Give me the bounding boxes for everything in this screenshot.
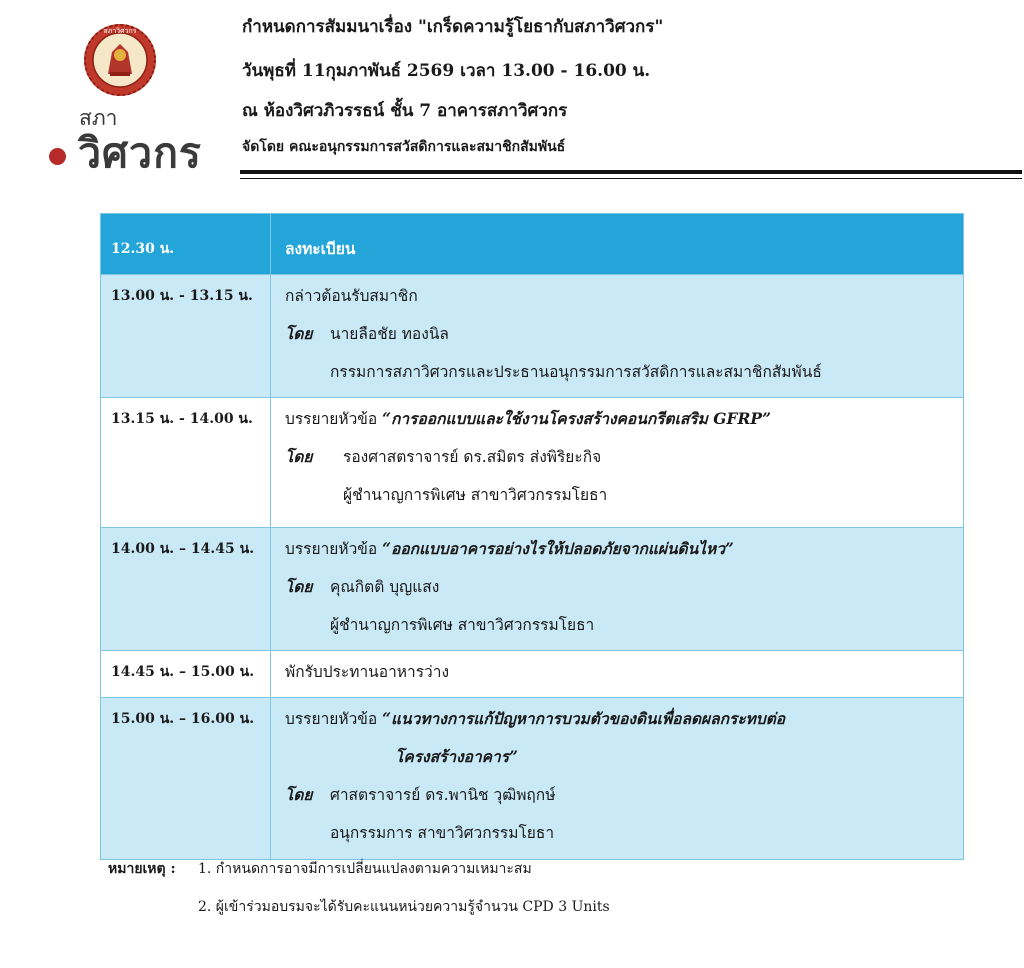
schedule-table <box>100 213 964 860</box>
schedule-row-earthquake <box>101 528 964 651</box>
seminar-date-time: วันพุธที่ 11กุมภาพันธ์ 2569 เวลา 13.00 - 16.00 น. <box>242 61 651 81</box>
row-speaker-line <box>285 782 963 820</box>
row-time: 13.00 น. - 13.15 น. <box>101 275 271 398</box>
schedule-header-row <box>101 214 964 275</box>
row-speaker: นายลือชัย ทองนิล <box>330 325 449 343</box>
logo-text-top: สภา <box>79 106 118 130</box>
row-time: 14.45 น. – 15.00 น. <box>101 651 271 698</box>
row-speaker-line <box>285 574 963 612</box>
schedule-row-soil <box>101 698 964 860</box>
row-speaker-line <box>285 321 963 359</box>
row-speaker-line <box>285 444 963 482</box>
logo-dot <box>49 148 66 165</box>
row-activity-cell <box>271 275 964 398</box>
row-topic-prefix: บรรยายหัวข้อ <box>285 410 378 428</box>
row-activity-cell <box>271 528 964 651</box>
seminar-title: กำหนดการสัมมนาเรื่อง "เกร็ดความรู้โยธากับสภาวิศวกร" <box>242 17 664 37</box>
row-activity-cell <box>271 651 964 698</box>
row-topic: “การออกแบบและใช้งานโครงสร้างคอนกรีตเสริม GFRP” <box>382 409 771 428</box>
row-topic-continued <box>285 744 963 782</box>
engineering-council-seal-icon <box>82 22 158 98</box>
row-time: 13.15 น. - 14.00 น. <box>101 398 271 528</box>
row-topic-line <box>285 406 963 444</box>
by-label: โดย <box>285 785 313 804</box>
row-topic: “ออกแบบอาคารอย่างไรให้ปลอดภัยจากแผ่นดินไหว” <box>382 539 734 558</box>
row-activity-cell <box>271 398 964 528</box>
row-activity: กล่าวต้อนรับสมาชิก <box>285 287 418 305</box>
note-item-1: 1. กำหนดการอาจมีการเปลี่ยนแปลงตามความเหมาะสม <box>198 861 532 877</box>
row-activity-cell <box>271 698 964 860</box>
row-position: ผู้ชำนาญการพิเศษ สาขาวิศวกรรมโยธา <box>330 616 595 634</box>
row-speaker: ศาสตราจารย์ ดร.พานิช วุฒิพฤกษ์ <box>330 786 556 804</box>
row-position: กรรมการสภาวิศวกรและประธานอนุกรรมการสวัสดิการและสมาชิกสัมพันธ์ <box>330 363 822 381</box>
row-topic-line2: โครงสร้างอาคาร” <box>395 747 518 766</box>
registration-time: 12.30 น. <box>101 214 271 275</box>
note-item-2: 2. ผู้เข้าร่วมอบรมจะได้รับคะแนนหน่วยความรู้จำนวน CPD 3 Units <box>198 899 610 915</box>
notes-label: หมายเหตุ : <box>108 861 176 877</box>
seal-lettering: สภาวิศวกร <box>103 27 137 35</box>
seminar-organizer: จัดโดย คณะอนุกรรมการสวัสดิการและสมาชิกสัมพันธ์ <box>242 139 566 155</box>
row-topic-line <box>285 536 963 574</box>
seminar-venue: ณ ห้องวิศวภิวรรธน์ ชั้น 7 อาคารสภาวิศวกร <box>242 101 568 121</box>
row-time: 15.00 น. – 16.00 น. <box>101 698 271 860</box>
by-label: โดย <box>285 577 313 596</box>
by-label: โดย <box>285 447 313 466</box>
logo-text-bottom: วิศวกร <box>78 129 202 177</box>
row-topic: “แนวทางการแก้ปัญหาการบวมตัวของดินเพื่อลดผลกระทบต่อ <box>382 709 786 728</box>
registration-label: ลงทะเบียน <box>271 214 964 275</box>
header-divider-thin <box>240 178 1022 179</box>
row-speaker: รองศาสตราจารย์ ดร.สมิตร ส่งพิริยะกิจ <box>343 448 602 466</box>
row-speaker: คุณกิตติ บุญแสง <box>330 578 440 596</box>
schedule-row-welcome <box>101 275 964 398</box>
by-label: โดย <box>285 324 313 343</box>
council-logo <box>38 18 228 178</box>
schedule-row-gfrp <box>101 398 964 528</box>
row-topic-prefix: บรรยายหัวข้อ <box>285 710 378 728</box>
row-position: อนุกรรมการ สาขาวิศวกรรมโยธา <box>330 824 555 842</box>
row-topic-prefix: บรรยายหัวข้อ <box>285 540 378 558</box>
header-divider-thick <box>240 170 1022 174</box>
row-position: ผู้ชำนาญการพิเศษ สาขาวิศวกรรมโยธา <box>343 486 608 504</box>
row-activity: พักรับประทานอาหารว่าง <box>285 663 450 681</box>
row-time: 14.00 น. – 14.45 น. <box>101 528 271 651</box>
row-topic-line <box>285 706 963 744</box>
schedule-row-break <box>101 651 964 698</box>
seminar-header <box>242 12 1012 160</box>
